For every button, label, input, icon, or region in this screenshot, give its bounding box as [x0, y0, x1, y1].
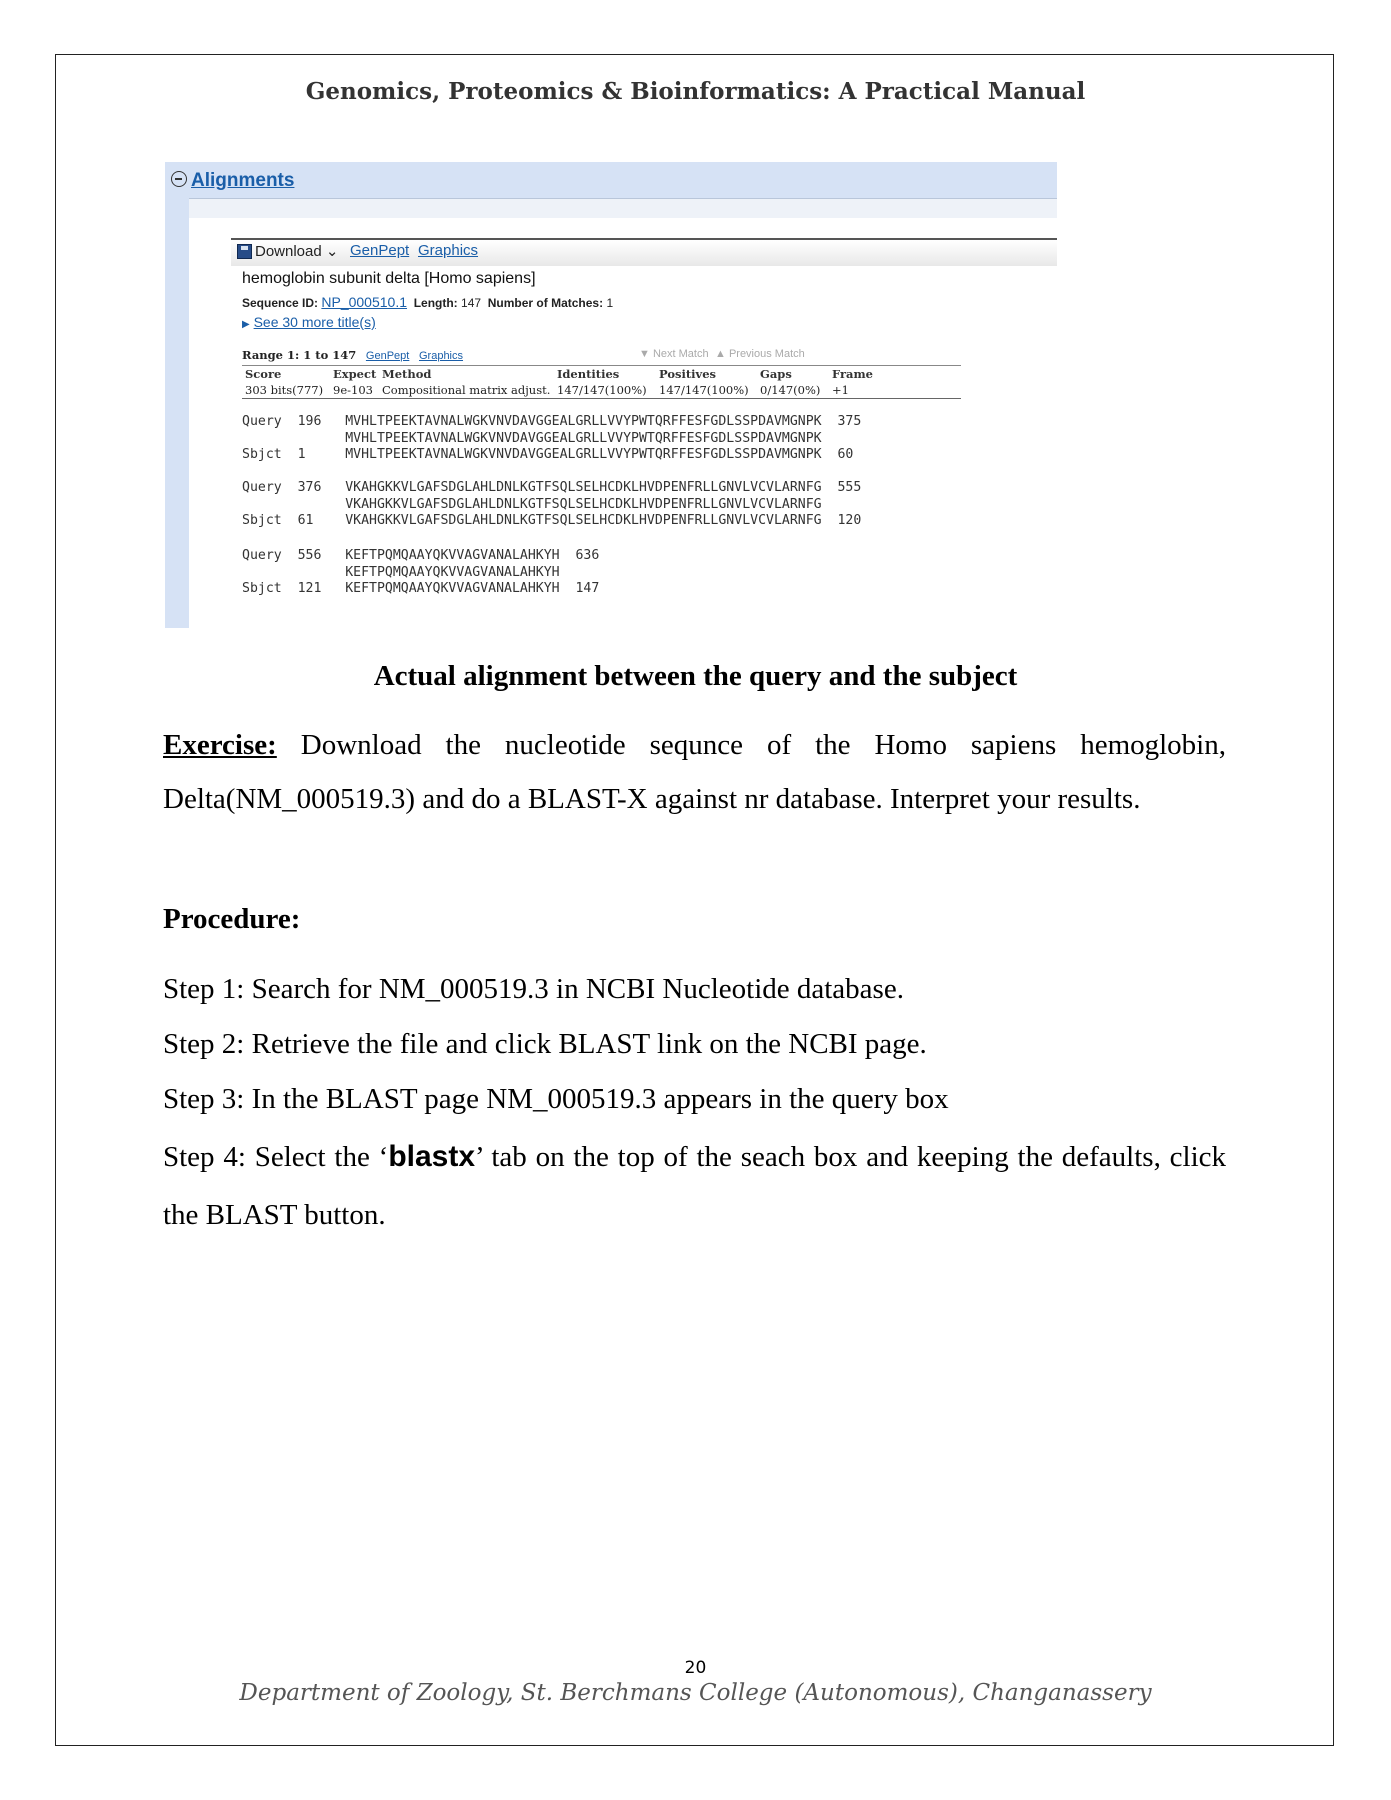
sequence-id-link[interactable]: NP_000510.1: [321, 294, 408, 310]
score-value: 303 bits(777): [245, 383, 324, 397]
expand-triangle-icon: ▶: [242, 319, 250, 330]
match-line: KEFTPQMQAAYQKVVAGVANALAHKYH: [242, 564, 560, 580]
left-panel-bar: [165, 162, 189, 628]
sequence-id-label: Sequence ID:: [242, 296, 319, 310]
range-genpept-link[interactable]: GenPept: [365, 350, 410, 362]
alignments-section-link[interactable]: Alignments: [191, 170, 295, 191]
step-4-suffix: ’ tab on the top of the seach box and keeping the defaults, click the BLAST button.: [163, 1141, 1226, 1231]
range-label: Range 1: 1 to 147: [242, 348, 357, 362]
more-titles-link[interactable]: See 30 more title(s): [253, 314, 376, 330]
method-value: Compositional matrix adjust.: [382, 383, 551, 397]
alignment-block-1: [242, 414, 861, 464]
positives-value: 147/147(100%): [659, 383, 749, 397]
collapse-minus-icon[interactable]: [171, 171, 187, 187]
subject-line: Sbjct 61 VKAHGKKVLGAFSDGLAHLDNLKGTFSQLSELHCDKLHVDPENFRLLGNVLVCVLARNFG 120: [242, 513, 862, 528]
gaps-value: 0/147(0%): [760, 383, 821, 397]
hit-title: hemoglobin subunit delta [Homo sapiens]: [242, 270, 536, 287]
subject-line: Sbjct 1 MVHLTPEEKTAVNALWGKVNVDAVGGEALGRLLVVYPWTQRFFESFGDLSSPDAVMGNPK 60: [242, 447, 854, 462]
match-line: VKAHGKKVLGAFSDGLAHLDNLKGTFSQLSELHCDKLHVDPENFRLLGNVLVCVLARNFG: [242, 496, 822, 512]
more-titles-row[interactable]: [242, 314, 376, 330]
graphics-link[interactable]: Graphics: [418, 242, 479, 259]
expect-header: Expect: [333, 367, 377, 381]
expect-value: 9e-103: [333, 383, 373, 397]
procedure-heading: Procedure:: [163, 903, 301, 935]
length-label: Length:: [413, 296, 458, 310]
alignment-block-2: [242, 480, 861, 530]
step-3: Step 3: In the BLAST page NM_000519.3 appears in the query box: [163, 1083, 949, 1115]
identities-header: Identities: [557, 367, 620, 381]
inner-panel-top: [189, 198, 1057, 218]
step-4-prefix: Step 4: Select the ‘: [163, 1141, 389, 1173]
frame-header: Frame: [832, 367, 873, 381]
running-header: Genomics, Proteomics & Bioinformatics: A Practical Manual: [305, 78, 1086, 105]
page-number: 20: [684, 1658, 707, 1678]
blast-alignment-screenshot: [165, 162, 1057, 628]
query-line: Query 556 KEFTPQMQAAYQKVVAGVANALAHKYH 636: [242, 548, 600, 563]
blastx-keyword: blastx: [388, 1140, 476, 1173]
subject-line: Sbjct 121 KEFTPQMQAAYQKVVAGVANALAHKYH 147: [242, 581, 600, 596]
footer-department: Department of Zoology, St. Berchmans College (Autonomous), Changanassery: [239, 1680, 1152, 1706]
gaps-header: Gaps: [760, 367, 792, 381]
figure-caption: Actual alignment between the query and the subject: [373, 660, 1018, 692]
positives-header: Positives: [659, 367, 717, 381]
step-2: Step 2: Retrieve the file and click BLAST link on the NCBI page.: [163, 1028, 927, 1060]
matches-label: Number of Matches:: [487, 296, 604, 310]
range-graphics-link[interactable]: Graphics: [418, 350, 464, 362]
alignment-block-3: [242, 548, 599, 598]
previous-match-link[interactable]: ▲ Previous Match: [715, 348, 805, 360]
step-1: Step 1: Search for NM_000519.3 in NCBI Nucleotide database.: [163, 973, 904, 1005]
matches-value: 1: [606, 296, 614, 310]
score-header: Score: [245, 367, 282, 381]
genpept-link[interactable]: GenPept: [350, 242, 410, 259]
frame-value: +1: [832, 383, 849, 397]
query-line: Query 376 VKAHGKKVLGAFSDGLAHLDNLKGTFSQLSELHCDKLHVDPENFRLLGNVLVCVLARNFG 555: [242, 480, 862, 495]
query-line: Query 196 MVHLTPEEKTAVNALWGKVNVDAVGGEALGRLLVVYPWTQRFFESFGDLSSPDAVMGNPK 375: [242, 414, 862, 429]
sequence-metadata: [242, 294, 613, 310]
range-row: [242, 348, 463, 362]
identities-value: 147/147(100%): [557, 383, 647, 397]
exercise-label: Exercise:: [163, 729, 277, 761]
match-line: MVHLTPEEKTAVNALWGKVNVDAVGGEALGRLLVVYPWTQRFFESFGDLSSPDAVMGNPK: [242, 430, 822, 446]
method-header: Method: [382, 367, 432, 381]
alignments-header-bar: [165, 162, 1057, 202]
floppy-disk-icon: [237, 244, 252, 259]
step-4: [163, 1128, 1226, 1244]
exercise-paragraph: [163, 718, 1226, 826]
length-value: 147: [461, 296, 482, 310]
score-table: [242, 365, 961, 399]
download-dropdown[interactable]: Download ⌄: [255, 243, 339, 260]
next-match-link[interactable]: ▼ Next Match: [639, 348, 709, 360]
exercise-text: Download the nucleotide sequnce of the Homo sapiens hemoglobin, Delta(NM_000519.3) and do a BLAST-X against nr database. Interpret your results.: [163, 729, 1226, 815]
